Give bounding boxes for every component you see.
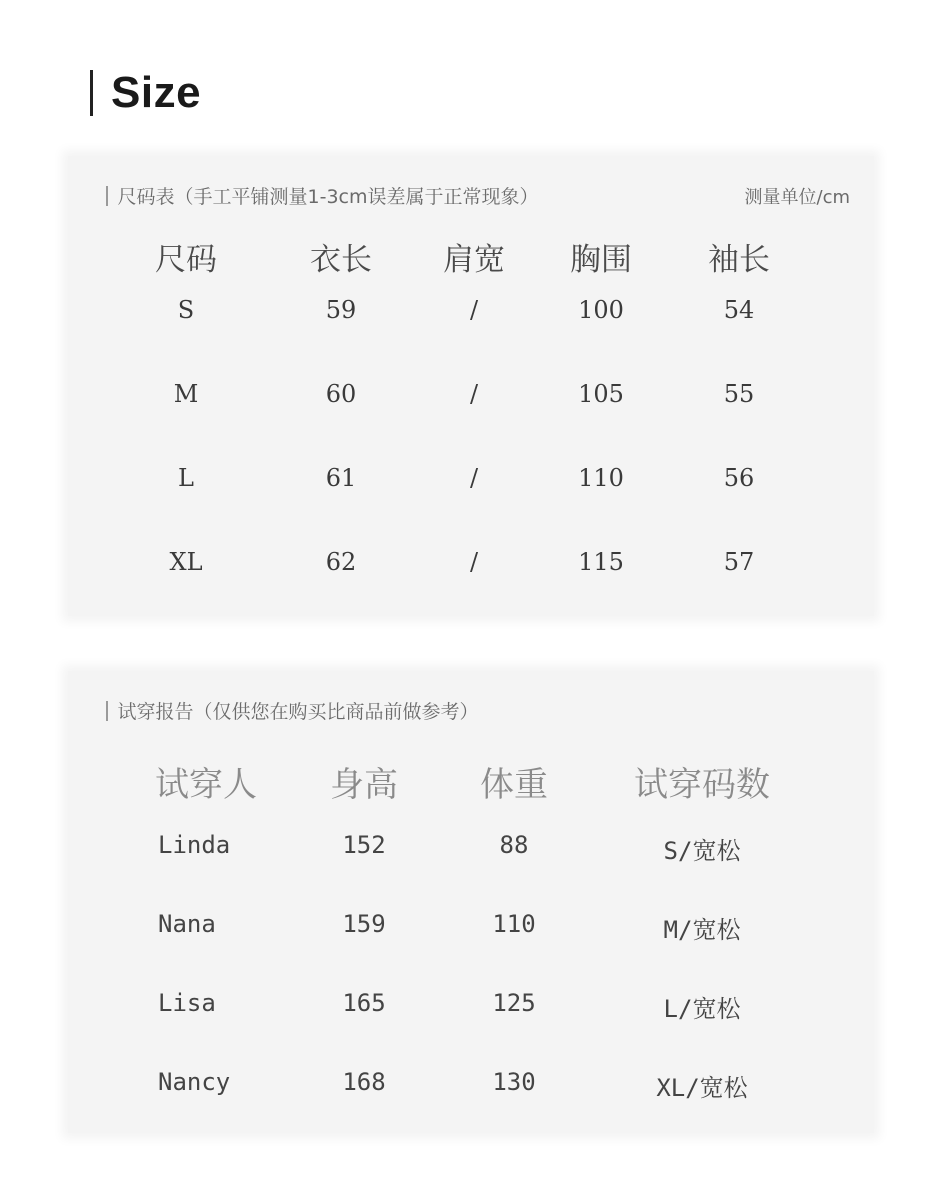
subtitle-accent-bar [106, 701, 108, 721]
fit-table-header [68, 757, 874, 825]
chest-cell: 100 [578, 296, 624, 324]
fit-size-cell: XL/宽松 [656, 1074, 748, 1102]
measurement-unit: 测量单位/cm [744, 186, 850, 208]
column-header-weight: 体重 [480, 765, 548, 805]
chest-cell: 105 [578, 380, 624, 408]
weight-cell: 130 [492, 1068, 536, 1096]
fit-table [68, 757, 874, 1141]
fit-size-cell: L/宽松 [663, 995, 741, 1023]
table-row [68, 538, 874, 622]
shoulder-cell: / [469, 296, 479, 324]
table-row [68, 286, 874, 370]
shoulder-cell: / [469, 548, 479, 576]
column-header-sleeve: 袖长 [708, 242, 770, 278]
size-chart-panel [68, 156, 874, 616]
fit-size-cell: M/宽松 [663, 916, 741, 944]
column-header-shoulder: 肩宽 [443, 242, 505, 278]
table-row [68, 1062, 874, 1141]
sleeve-cell: 55 [723, 380, 755, 408]
size-table [68, 228, 874, 622]
table-row [68, 904, 874, 983]
column-header-chest: 胸围 [570, 242, 632, 278]
tester-name-cell: Linda [158, 831, 231, 859]
column-header-size: 尺码 [155, 242, 217, 278]
size-chart-header [106, 182, 850, 209]
column-header-fit-size: 试穿码数 [634, 765, 770, 805]
chest-cell: 110 [578, 464, 624, 492]
page-header [90, 66, 201, 120]
table-row [68, 454, 874, 538]
weight-cell: 125 [492, 989, 536, 1017]
chest-cell: 115 [578, 548, 624, 576]
page-title: Size [111, 68, 202, 117]
shoulder-cell: / [469, 464, 479, 492]
tester-name-cell: Nana [158, 910, 216, 938]
table-row [68, 825, 874, 904]
size-cell: XL [169, 548, 203, 576]
tester-name-cell: Nancy [158, 1068, 231, 1096]
subtitle-accent-bar [106, 186, 108, 206]
column-header-tester: 试穿人 [155, 765, 257, 805]
size-chart-subtitle: 尺码表（手工平铺测量1-3cm误差属于正常现象） [117, 186, 539, 208]
size-table-header [68, 228, 874, 286]
table-row [68, 983, 874, 1062]
size-cell: L [178, 464, 194, 492]
height-cell: 168 [342, 1068, 386, 1096]
fit-size-cell: S/宽松 [663, 837, 741, 865]
fit-report-header [106, 697, 850, 724]
weight-cell: 88 [499, 831, 529, 859]
column-header-length: 衣长 [310, 242, 372, 278]
size-cell: M [173, 380, 199, 408]
height-cell: 152 [342, 831, 386, 859]
fit-report-subtitle: 试穿报告（仅供您在购买比商品前做参考） [117, 701, 479, 723]
length-cell: 62 [325, 548, 357, 576]
length-cell: 60 [325, 380, 357, 408]
length-cell: 59 [325, 296, 357, 324]
table-row [68, 370, 874, 454]
sleeve-cell: 56 [723, 464, 755, 492]
weight-cell: 110 [492, 910, 536, 938]
fit-report-panel [68, 671, 874, 1133]
sleeve-cell: 54 [723, 296, 755, 324]
size-cell: S [177, 296, 195, 324]
shoulder-cell: / [469, 380, 479, 408]
header-accent-bar [90, 70, 93, 116]
height-cell: 159 [342, 910, 386, 938]
height-cell: 165 [342, 989, 386, 1017]
length-cell: 61 [325, 464, 357, 492]
column-header-height: 身高 [330, 765, 398, 805]
tester-name-cell: Lisa [158, 989, 216, 1017]
sleeve-cell: 57 [723, 548, 755, 576]
